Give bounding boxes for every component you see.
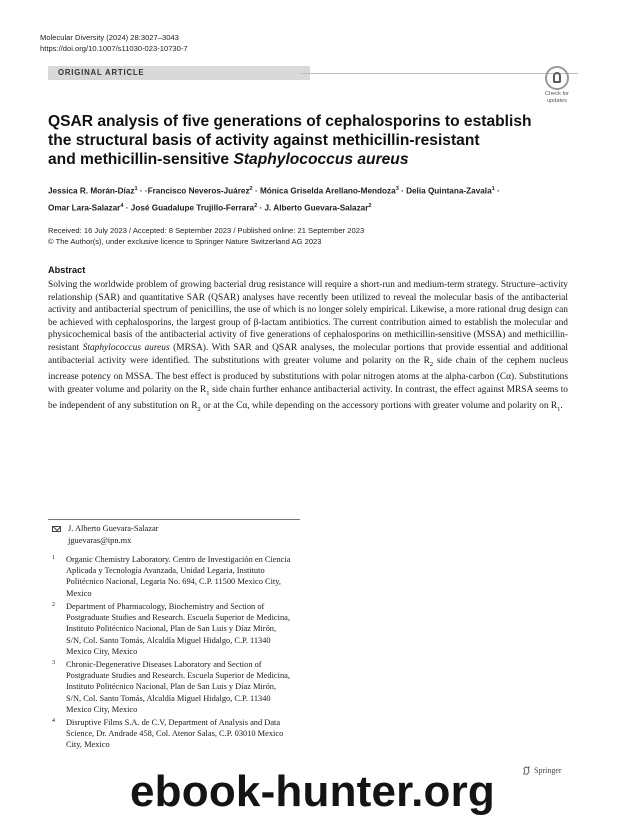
abstract-text: Solving the worldwide problem of growing bacterial drug resistance will require a short-run and medium-term strategy. Structure–activity relationship (SAR) and quantitative SAR (QSAR) analyses have recently been utilized to reveal the molecular basis of the antibacterial activity and antibacterial spectrum of penicillins, the use of which is no longer solely empirical. Likewise, a more rational drug design can be achieved with cephalosporins, the largest group of β-lactam antibiotics. The current contribution aimed to establish the molecular and physicochemical basis of the antibacterial activity of five generations of cephalosporins on methicillin-sensitive (MSSA) and methicillin-resistant [48, 280, 568, 353]
author-affiliation-ref: 1 [491, 186, 495, 192]
correspondence-name: J. Alberto Guevara-Salazar [68, 524, 159, 533]
abstract-body [48, 279, 568, 417]
affiliation-4 [52, 717, 292, 751]
author-name[interactable]: José Guadalupe Trujillo-Ferrara [130, 203, 255, 213]
title-line-3 [48, 150, 568, 169]
author-affiliation-ref: 2 [249, 186, 253, 192]
article-title [48, 112, 568, 169]
title-organism: Staphylococcus aureus [233, 151, 409, 168]
affiliation-number: 3 [52, 660, 55, 666]
watermark-text: ebook-hunter.org [130, 767, 495, 816]
title-line-2: the structural basis of activity against methicillin-resistant [48, 132, 480, 149]
author-list [48, 182, 583, 215]
author-affiliation-ref: 4 [120, 202, 124, 209]
affiliation-number: 1 [52, 555, 55, 561]
abstract-text: side chain of the cephem nucleus increase potency on MSSA. The best effect is produced by substitutions with polar nitrogen atoms at the alpha-carbon (Cα). Substitutions with greater volume and polarity on the R [48, 355, 568, 395]
abstract-text: side chain further enhance antibacterial activity. In contrast, the effect against MRSA seems to be independent of any substitution on R [48, 384, 568, 412]
author-name[interactable]: Omar Lara-Salazar [48, 203, 121, 213]
publication-dates [48, 225, 364, 247]
publisher-name: Springer [534, 766, 562, 775]
author-name[interactable]: Delia Quintana-Zavala [406, 186, 492, 196]
affiliation-text: Organic Chemistry Laboratory. Centro de Investigación en Ciencia Aplicada y Tecnología Avanzada, Unidad Legaria, Instituto Politécnico Nacional, Legaria No. 694, C.P. 11500 Mexico City, Mexico [66, 555, 291, 598]
title-line-1: QSAR analysis of five generations of cephalosporins to establish [48, 113, 532, 130]
author-line-1: Jessica R. Morán-Díaz$^1$ · ·Francisco Neveros-Juárez$^2$ · Mónica Griselda Arellano-Mendoza$^3$ · Delia Quintana-Zavala$^1$ · [48, 186, 500, 196]
subscript: 2 [197, 405, 201, 413]
doi-link[interactable]: https://doi.org/10.1007/s11030-023-10730-7 [40, 44, 188, 53]
subscript: 1 [557, 405, 561, 413]
author-affiliation-ref: 2 [368, 202, 372, 209]
envelope-icon [52, 526, 61, 532]
subscript: 1 [206, 389, 210, 397]
affiliation-text: Department of Pharmacology, Biochemistry and Section of Postgraduate Studies and Research. Escuela Superior de Medicina, Instituto Politécnico Nacional, Plan de San Luis y Díaz Mirón, S/N, Col. Santo Tomás, Alcaldía Miguel Hidalgo, C.P. 11340 Mexico City, Mexico [66, 602, 290, 656]
subscript: 2 [429, 360, 434, 368]
author-name[interactable]: Jessica R. Morán-Díaz [48, 186, 135, 196]
author-name[interactable]: J. Alberto Guevara-Salazar [264, 203, 369, 213]
bookmark-icon [545, 66, 569, 90]
copyright-line: © The Author(s), under exclusive licence to Springer Nature Switzerland AG 2023 [48, 237, 322, 246]
journal-header [40, 32, 188, 54]
publisher-logo [522, 766, 562, 775]
abstract-text: or at the Cα, while depending on the accessory portions with greater volume and polarity on R [200, 401, 558, 412]
author-affiliation-ref: 2 [254, 202, 258, 209]
check-updates-line1: Check for [545, 91, 569, 97]
author-line-2: Omar Lara-Salazar$^4$ · José Guadalupe Trujillo-Ferrara$^2$ · J. Alberto Guevara-Salazar$^2$ [48, 202, 372, 213]
article-type-label: ORIGINAL ARTICLE [48, 66, 310, 80]
abstract-text: . [560, 401, 563, 412]
springer-horse-icon [522, 766, 531, 775]
title-line-3-prefix: and methicillin-sensitive [48, 151, 234, 168]
correspondence-name-row [52, 523, 158, 535]
author-affiliation-ref: 1 [134, 186, 138, 192]
affiliation-1 [52, 554, 292, 599]
abstract-organism: Staphylococcus aureus [82, 342, 170, 353]
author-name[interactable]: Mónica Griselda Arellano-Mendoza [259, 186, 396, 196]
journal-citation: Molecular Diversity (2024) 28:3027–3043 [40, 33, 179, 42]
check-updates-line2: updates [547, 98, 567, 104]
affiliation-2 [52, 601, 292, 657]
correspondence-block [52, 523, 158, 546]
author-affiliation-ref: 3 [395, 186, 399, 192]
footnote-rule [48, 519, 300, 520]
affiliation-3 [52, 659, 292, 715]
affiliation-number: 2 [52, 602, 55, 608]
dates-history: Received: 16 July 2023 / Accepted: 8 September 2023 / Published online: 21 September 2023 [48, 226, 365, 235]
abstract-heading: Abstract [48, 265, 86, 275]
correspondence-email[interactable]: jguevaras@ipn.mx [68, 535, 132, 545]
abstract-text: (MRSA). With SAR and QSAR analyses, the molecular portions that provide essential and additional antibacterial activity were identified. The substitutions with greater volume and polarity on the R [48, 342, 568, 366]
affiliation-text: Chronic-Degenerative Diseases Laboratory and Section of Postgraduate Studies and Research. Escuela Superior de Medicina, Instituto Politécnico Nacional, Plan de San Luis y Díaz Mirón, S/N, Col. Santo Tomás, Alcaldía Miguel Hidalgo, C.P. 11340 Mexico City, Mexico [66, 660, 290, 714]
check-for-updates-badge[interactable] [536, 66, 578, 104]
affiliation-text: Disruptive Films S.A. de C.V, Department of Analysis and Data Science, Dr. Andrade 458, Col. Atenor Salas, C.P. 03010 Mexico City, Mexico [66, 718, 284, 750]
author-name[interactable]: Francisco Neveros-Juárez [147, 186, 250, 196]
affiliation-number: 4 [52, 718, 55, 724]
